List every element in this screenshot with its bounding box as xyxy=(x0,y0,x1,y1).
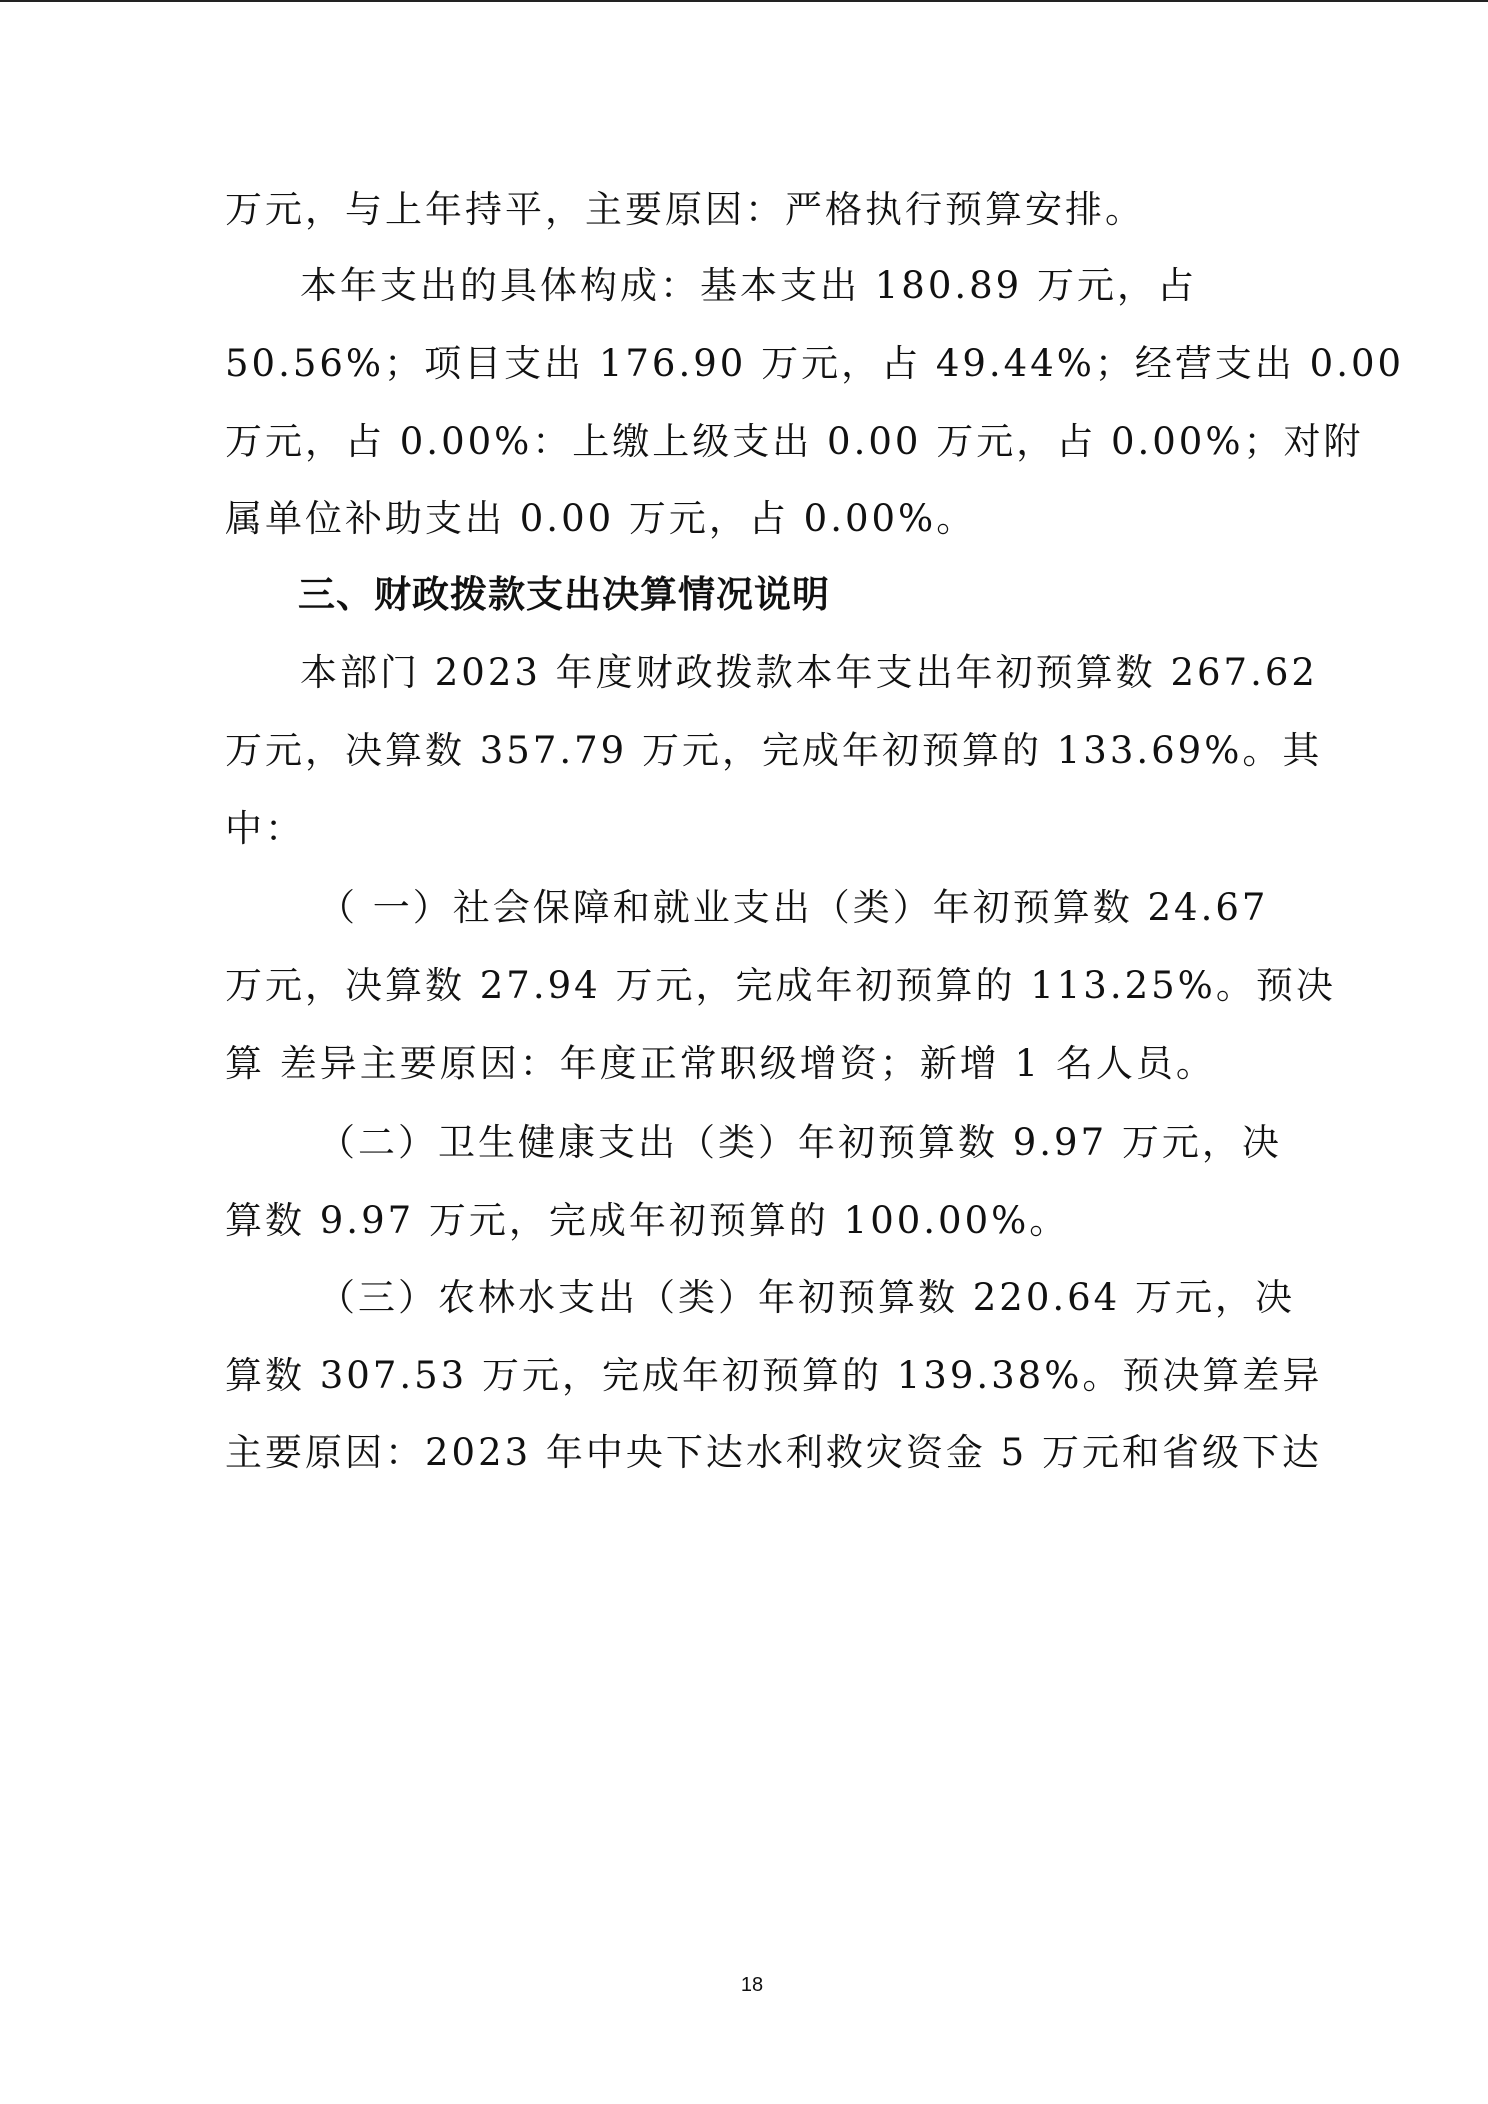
paragraph-line: 中： xyxy=(225,807,305,850)
paragraph-line: 主要原因：2023 年中央下达水利救灾资金 5 万元和省级下达 xyxy=(225,1431,1322,1474)
paragraph-line: 万元，决算数 357.79 万元，完成年初预算的 133.69%。其 xyxy=(225,729,1323,772)
paragraph-line: 算 差异主要原因：年度正常职级增资；新增 1 名人员。 xyxy=(225,1042,1216,1085)
paragraph-line: 50.56%；项目支出 176.90 万元，占 49.44%；经营支出 0.00 xyxy=(225,342,1405,385)
paragraph-line: （ 一）社会保障和就业支出（类）年初预算数 24.67 xyxy=(318,886,1269,929)
page-number: 18 xyxy=(740,1974,764,1996)
paragraph-line: 算数 307.53 万元，完成年初预算的 139.38%。预决算差异 xyxy=(225,1354,1323,1397)
section-heading: 三、财政拨款支出决算情况说明 xyxy=(298,573,830,616)
paragraph-line: 本部门 2023 年度财政拨款本年支出年初预算数 267.62 xyxy=(300,651,1318,694)
paragraph-line: （三）农林水支出（类）年初预算数 220.64 万元，决 xyxy=(318,1276,1295,1319)
paragraph-line: 算数 9.97 万元，完成年初预算的 100.00%。 xyxy=(225,1199,1070,1242)
paragraph-line: 万元，决算数 27.94 万元，完成年初预算的 113.25%。预决 xyxy=(225,964,1336,1007)
paragraph-line: （二）卫生健康支出（类）年初预算数 9.97 万元，决 xyxy=(318,1121,1282,1164)
paragraph-line: 属单位补助支出 0.00 万元，占 0.00%。 xyxy=(225,497,977,540)
paragraph-line: 万元，与上年持平，主要原因：严格执行预算安排。 xyxy=(225,188,1145,231)
paragraph-line: 万元，占 0.00%：上缴上级支出 0.00 万元，占 0.00%；对附 xyxy=(225,420,1364,463)
paragraph-line: 本年支出的具体构成：基本支出 180.89 万元，占 xyxy=(300,264,1197,307)
